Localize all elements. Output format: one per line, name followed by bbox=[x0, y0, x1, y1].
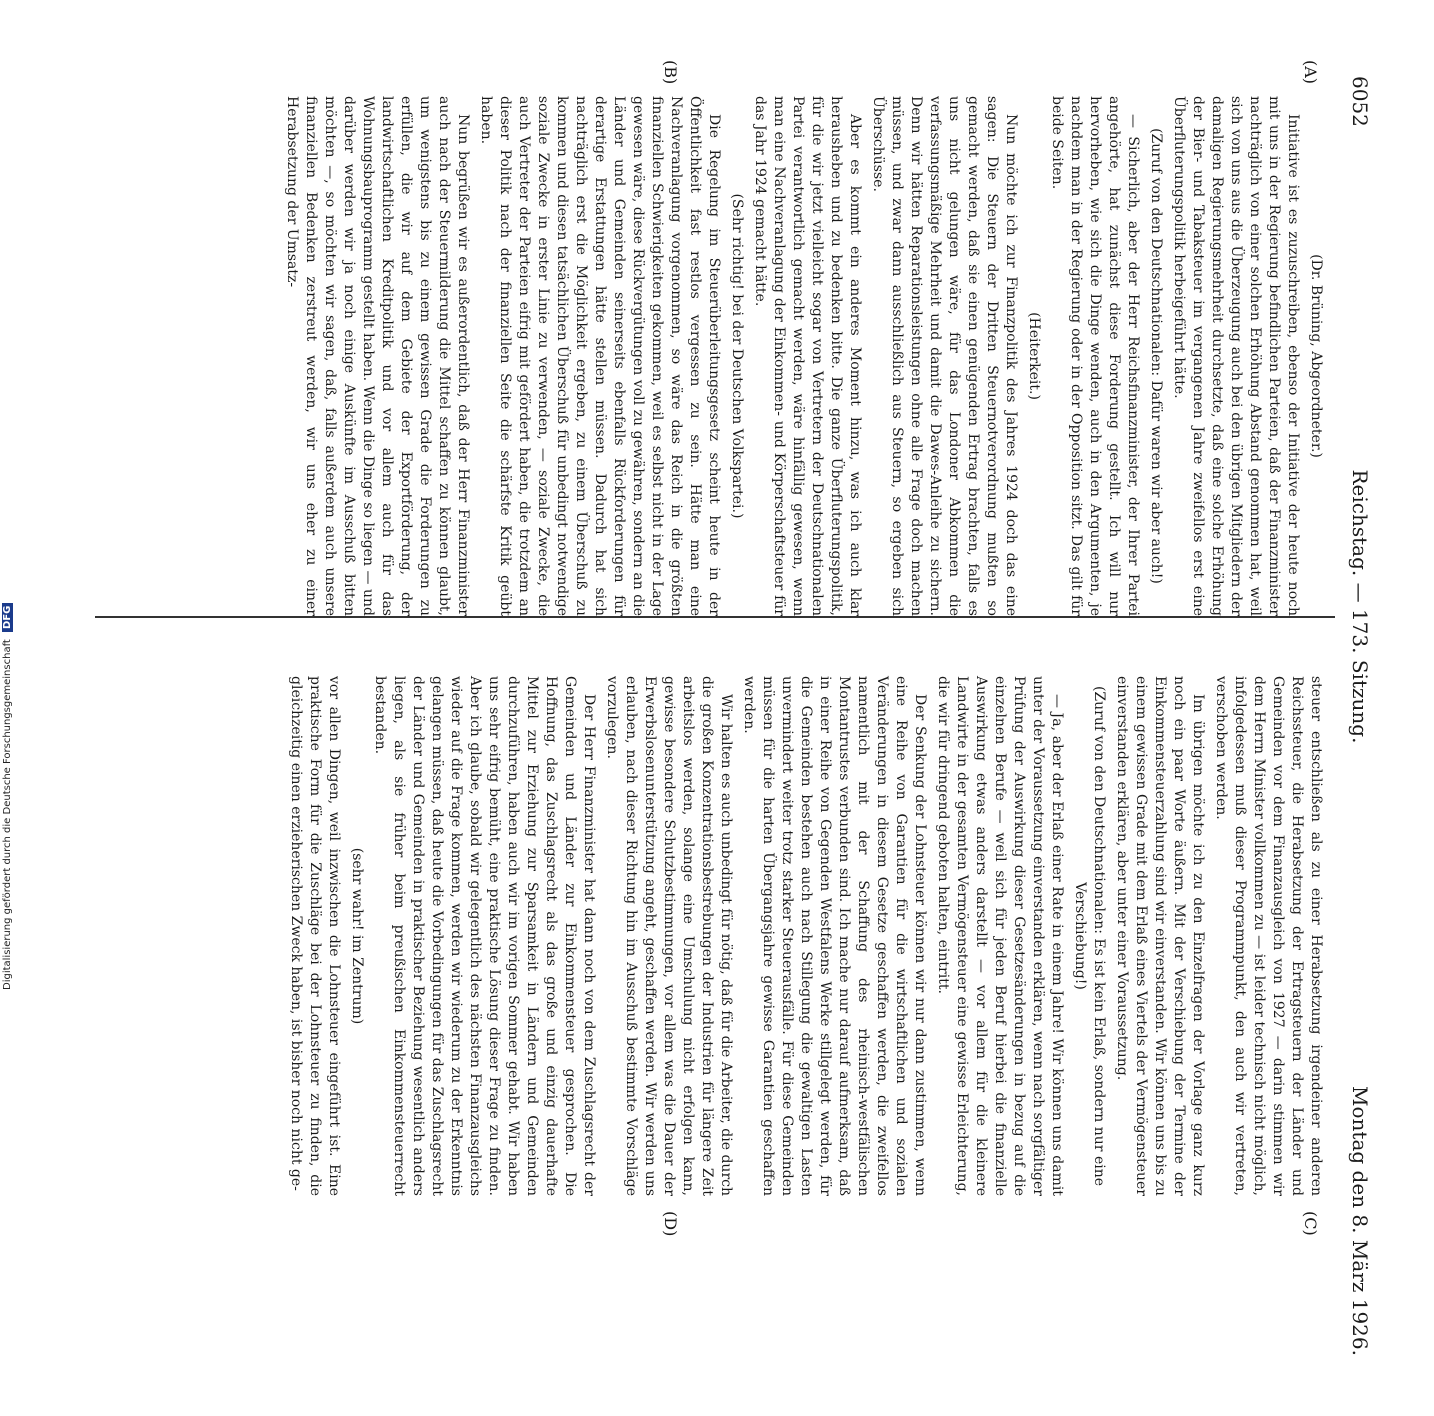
interjection: (Sehr richtig! bei der Deutschen Volkspartei.) bbox=[729, 193, 745, 519]
paragraph: Nun begrüßen wir es außerordentlich, daß der Herr Finanzminister auch nach der Steuermilderung die Mittel schaffen zu können glaubt, um wenigstens bis zu einem gewissen Grade die Forderungen zu erfüllen, die wir auf dem Gebiete der Exportförderung, der landwirtschaftlichen Kreditpolitik und vor allem auch für das Wohnungsbauprogramm gestellt haben. Wenn die Dinge so liegen — und darüber werden wir ja noch einige Auskünfte im Ausschuß bitten möchten —, so möchten wir sagen, daß, falls außerdem auch unsere finanziellen Bedenken zerstreut werden, wir uns eher zu einer Herabsetzung der Umsatz- bbox=[284, 96, 471, 616]
margin-mark-b: (B) bbox=[661, 60, 680, 85]
left-column bbox=[278, 96, 1325, 616]
dfg-logo: DFG bbox=[2, 603, 13, 632]
paragraph: Aber es kommt ein anderes Moment hinzu, was ich auch klar herausheben und zu bedenken bitte. Die ganze Überfluterungspolitik, für die wir jetzt vielleicht sogar von Vertretern der Deutschnationalen Partei verantwortlich gemacht werden, wäre hinfällig gewesen, wenn man eine Nachveranlagung der Einkommen- und Körperschaftsteuer für das Jahr 1924 gemacht hätte. bbox=[752, 96, 863, 616]
page-number: 6052 bbox=[1348, 76, 1372, 127]
header-date: Montag den 8. März 1926. bbox=[1348, 1086, 1372, 1356]
paragraph: Der Senkung der Lohnsteuer können wir nur dann zustimmen, wenn eine Reihe von Garantien für die wirtschaftlichen und sozialen Veränderungen in diesem Gesetze geschaffen werden, die zweifellos namentlich mit der Schaffung des rheinisch-westfälischen Montantrustes verbunden sind. Ich mache nur darauf aufmerksam, daß in einer Reihe von Gegenden Westfalens Werke stillgelegt werden, für die Gemeinden bestehen auch nach Stillegung die gewaltigen Lasten unvermindert weiter trotz starker Steuerausfälle. Für diese Gemeinden müssen für die harten Übergangsjahre gewisse Garantien geschaffen werden. bbox=[741, 676, 928, 1196]
margin-mark-a: (A) bbox=[1301, 60, 1320, 85]
column-divider bbox=[95, 616, 1335, 618]
header-session: Reichstag. — 173. Sitzung. bbox=[1348, 469, 1372, 744]
rotated-document-page bbox=[40, 16, 1380, 1416]
paragraph: Nun möchte ich zur Finanzpolitik des Jahres 1924 doch das eine sagen: Die Steuern der Dritten Steuernotverordnung mußten so gemacht werden, daß sie einen genügenden Ertrag brachten, falls es uns nicht gelungen wäre, für das Londoner Abkommen die verfassungsmäßige Mehrheit und damit die Dawes-Anleihe zu sichern. Denn wir hätten Reparationsleistungen ohne alle Frage doch machen müssen, und zwar dann ausschließlich aus Steuern, so ergeben sich Überschüsse. bbox=[870, 96, 1019, 616]
right-column bbox=[282, 676, 1325, 1196]
margin-mark-d: (D) bbox=[661, 1211, 680, 1237]
interjection: (Zuruf von den Deutschnationalen: Dafür waren wir aber auch!) bbox=[1148, 128, 1164, 584]
page-header bbox=[1340, 76, 1380, 1356]
paragraph: Die Regelung im Steuerüberleitungsgesetz scheint heute in der Öffentlichkeit fast restlos vergessen zu sein. Hätte man eine Nachveranlagung vorgenommen, so wäre das Reich in die größten finanziellen Schwierigkeiten gekommen, weil es selbst nicht in der Lage gewesen wäre, diese Rückvergütungen voll zu gewähren, sondern an die Länder und Gemeinden seinerseits ebenfalls Rückforderungen für derartige Erstattungen hätte stellen müssen. Dadurch hat sich nachträglich erst die Möglichkeit ergeben, zu einem Überschuß zu kommen und diesen tatsächlichen Überschuß für unbedingt notwendige soziale Zwecke in erster Linie zu verwenden, — soziale Zwecke, die auch Vertreter der Parteien eifrig mit gefördert haben, die trotzdem an dieser Politik nach der finanziellen Seite die schärfste Kritik geübt haben. bbox=[478, 96, 722, 616]
paragraph: vor allen Dingen, weil inzwischen die Lohnsteuer eingeführt ist. Eine praktische Form für die Zuschläge bei der Lohnsteuer zu finden, die gleichzeitig einen erzieherischen Zweck haben, ist bisher noch nicht ge- bbox=[288, 676, 342, 1196]
paragraph: Der Herr Finanzminister hat dann noch von dem Zuschlagsrecht der Gemeinden und Länder zur Einkommensteuer gesprochen. Die Hoffnung, das Zuschlagsrecht als das große und einzig dauerhafte Mittel zur Erziehung zur Sparsamkeit in Ländern und Gemeinden durchzuführen, haben auch wir im vorigen Sommer gehabt. Wir haben uns sehr eifrig bemüht, eine praktische Lösung dieser Frage zu finden. Aber ich glaube, sobald wir gelegentlich des nächsten Finanzausgleichs wieder auf die Frage kommen, werden wir wiederum zu der Erkenntnis gelangen müssen, daß heute die Vorbedingungen für das Zuschlagsrecht der Länder und Gemeinden in praktischer Beziehung wesentlich anders liegen, als sie früher beim preußischen Einkommensteuerrecht bestanden. bbox=[372, 676, 597, 1196]
paragraph: — Sicherlich, aber der Herr Reichsfinanzminister, der Ihrer Partei angehörte, hat zunächst diese Forderung gestellt. Ich will nur hervorheben, wie sich die Dinge wenden, auch in den Argumenten, je nachdem man in der Regierung oder in der Opposition sitzt. Das gilt für beide Seiten. bbox=[1049, 96, 1141, 616]
paragraph: Im übrigen möchte ich zu den Einzelfragen der Vorlage ganz kurz noch ein paar Worte äußern. Mit der Verschiebung der Termine der Einkommensteuerzahlung sind wir einverstanden. Wir können uns bis zu einem gewissen Grade mit dem Erlaß eines Viertels der Vermögensteuer einverstanden erklären, aber unter einer Voraussetzung. bbox=[1114, 676, 1206, 1196]
paragraph: Initiative ist es zuzuschreiben, ebenso der Initiative der heute noch mit uns in der Regierung befindlichen Parteien, daß der Finanzminister nachträglich von einer solchen Erhöhung Abstand genommen hat, weil sich von uns aus die Überzeugung auch bei den übrigen Mitgliedern der damaligen Regierungsmehrheit durchsetzte, daß eine solche Erhöhung der Bier- und Tabaksteuer im vergangenen Jahre zweifellos erst eine Überfluterungspolitik herbeigeführt hätte. bbox=[1171, 96, 1301, 616]
speaker-line: (Dr. Brüning, Abgeordneter.) bbox=[1308, 254, 1324, 458]
interjection: (Zuruf von den Deutschnationalen: Es ist kein Erlaß, sondern nur eine Verschiebung!) bbox=[1072, 685, 1107, 1187]
paragraph: steuer entschließen als zu einer Herabsetzung irgendeiner anderen Reichssteuer, die Herabsetzung der Ertragsteuern der Länder und Gemeinden vor dem Finanzausgleich von 1927 — darin stimmen wir dem Herrn Minister vollkommen zu — ist leider technisch nicht möglich, infolgedessen muß dieser Programmpunkt, den auch wir vertreten, verschoben werden. bbox=[1213, 676, 1324, 1196]
paragraph: — Ja, aber der Erlaß einer Rate in einem Jahre! Wir können uns damit unter der Voraussetzung einverstanden erklären, wenn nach sorgfältiger Prüfung der Auswirkung dieser Gesetzesänderungen in bezug auf die einzelnen Berufe — weil sich für jeden Beruf hierbei die finanzielle Auswirkung etwas anders darstellt — vor allem für die kleinere Landwirte in der gesamten Vermögensteuer eine gewisse Erleichterung, die wir für dringend geboten halten, eintritt. bbox=[935, 676, 1065, 1196]
interjection: (Heiterkeit.) bbox=[1026, 312, 1042, 400]
interjection: (sehr wahr! im Zentrum) bbox=[349, 847, 365, 1025]
paragraph: Wir halten es auch unbedingt für nötig, daß für die Arbeiter, die durch die großen Konzentrationsbestrebungen der Industrien für längere Zeit arbeitslos werden, solange eine Umschulung nicht erfolgen kann, gewisse besondere Schutzbestimmungen, vor allem was die Dauer der Erwerbslosenunterstützung angeht, geschaffen werden. Wir werden uns erlauben, nach dieser Richtung hin im Ausschuß bestimmte Vorschläge vorzulegen. bbox=[604, 676, 734, 1196]
digitization-credit bbox=[2, 603, 13, 990]
credit-text: Digitalisierung gefördert durch die Deutsche Forschungsgemeinschaft bbox=[2, 639, 13, 990]
margin-mark-c: (C) bbox=[1301, 1211, 1320, 1236]
